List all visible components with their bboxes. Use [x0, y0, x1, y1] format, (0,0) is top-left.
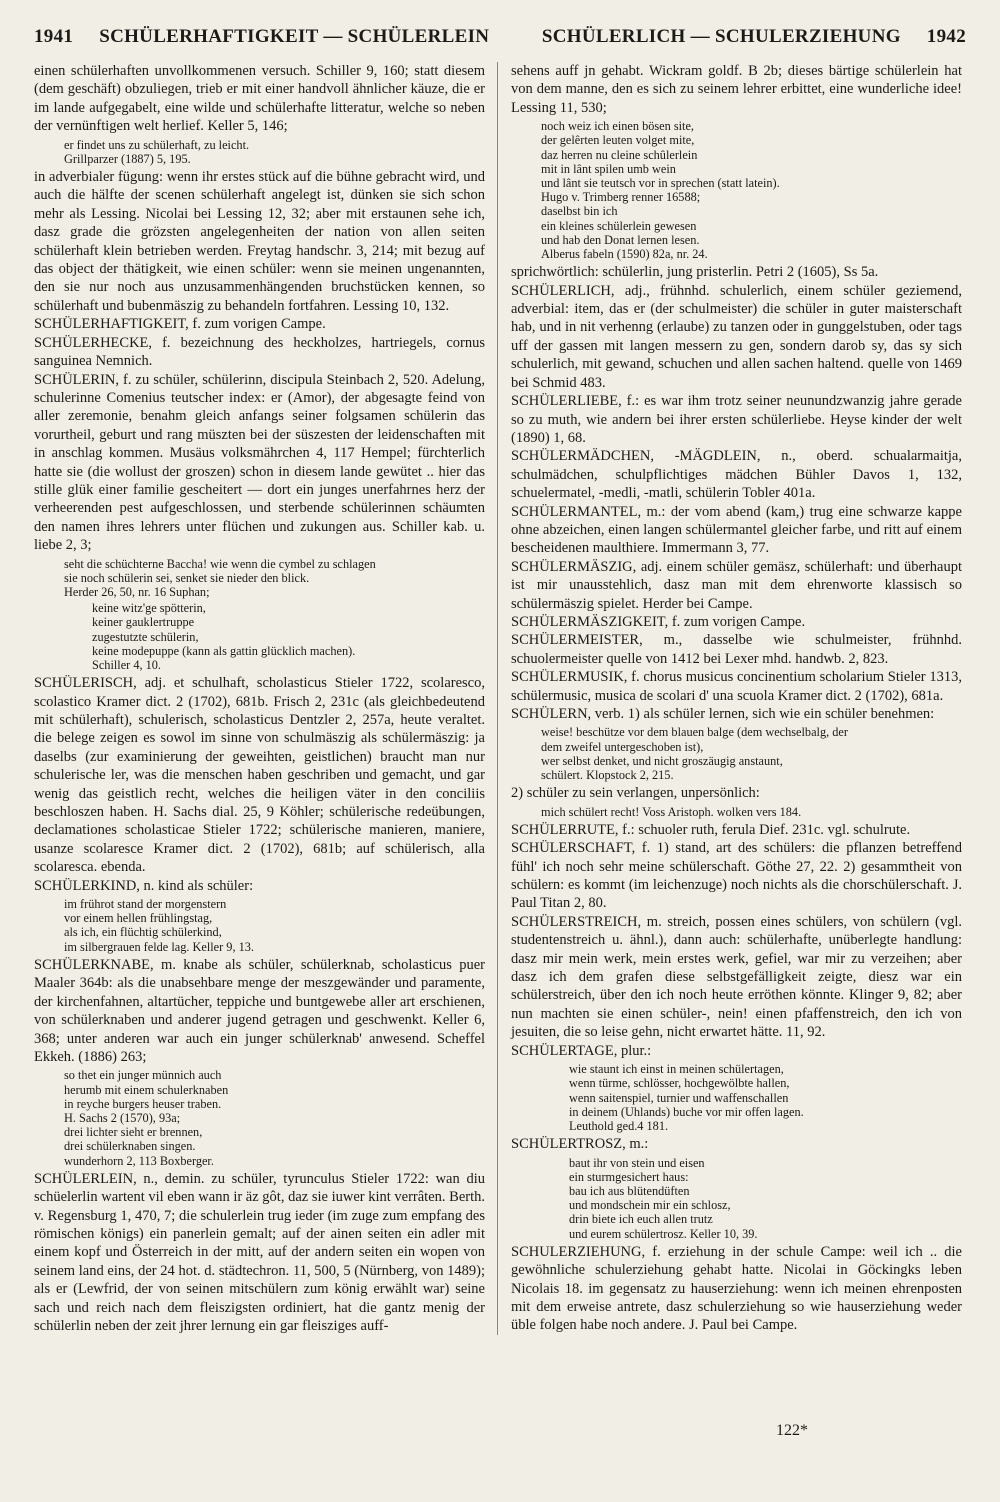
- entry-paragraph: SCHÜLERMÄSZIG, adj. einem schüler gemäsz, schülerhaft: und überhaupt ist mir unausstehlich, dasz man mit dem ehrenworte klassisch so schülermäszig spielet. Herder bei Campe.: [511, 558, 962, 612]
- quote-line: und eurem schülertrosz. Keller 10, 39.: [569, 1226, 758, 1241]
- entry-paragraph: in adverbialer fügung: wenn ihr erstes stück auf die bühne gebracht wird, und auch die hälfte der scenen schülerhaft angelegt ist, dünken sie sich schon mehr als Lessing. Nicolai bei Lessing 12, 32; aber mit erstaunen sehe ich, dasz grade die grözsten angelegenheiten der nation von allen seiten schülerhaft klein betrieben werden. Freytag handschr. 3, 214; mit bezug auf das object der thätigkeit, wie einen schüler: wenn sie meinen ungenannten, den sie nur noch aus unzusammenhängenden bruchstücken kennen, so schülerhaft und bubenmäszig zu behandeln fortfahren. Lessing 10, 132.: [34, 169, 485, 314]
- quote-line: mit in lânt spilen umb wein: [541, 161, 676, 176]
- verse-quotation: [64, 1068, 485, 1167]
- quote-line: wunderhorn 2, 113 Boxberger.: [64, 1153, 214, 1168]
- quote-line: keiner gauklertruppe: [92, 615, 195, 630]
- entry-paragraph: SCHÜLERLICH, adj., frühnhd. schulerlich, einem schüler geziemend, adverbial: item, das er (der schulmeister) die schüler in guter maisterschaft hab, und in nit verhenng (erlaube) zu tanzen oder in gunggelstuben, oder tags uff der gassen mit langen messern zu gen, sondern darob sy, das sy sich schulerlich, mit gewand, schuchen und allen sachen haltend. quelle von 1469 bei Schmid 483.: [511, 282, 962, 391]
- entry-paragraph: SCHÜLERTAGE, plur.:: [511, 1042, 652, 1059]
- quote-line: bau ich aus blütendüften: [569, 1183, 690, 1198]
- quote-line: vor einem hellen frühlingstag,: [64, 911, 213, 926]
- quote-line: H. Sachs 2 (1570), 93a;: [64, 1110, 181, 1125]
- entry-paragraph: einen schülerhaften unvollkommenen versuch. Schiller 9, 160; statt diesem (dem geschäft) obzuliegen, trieb er mit einer handvoll ähnlicher käuze, die er im lande aufgegabelt, eine wilde und schülerhafte litteratur, welche so neben der vernünftigen welt herlief. Keller 5, 146;: [34, 63, 485, 135]
- quote-line: der gelêrten leuten volget mite,: [541, 133, 695, 148]
- quote-line: dem zweifel untergeschoben ist),: [541, 739, 704, 754]
- verse-quotation: [64, 897, 485, 954]
- quote-line: wer selbst denket, und nicht groszäugig anstaunt,: [541, 753, 783, 768]
- entry-paragraph: SCHÜLERSCHAFT, f. 1) stand, art des schülers: die pflanzen betreffend fühl' ich noch sehr meine schülerschaft. Göthe 27, 22. 2) gesammtheit von schülern: es kommt (im leichenzuge) noch nichts als die chorschülerschaft. J. Paul Titan 2, 80.: [511, 840, 962, 912]
- columns: [34, 62, 966, 1335]
- quote-line: ein sturmgesichert haus:: [569, 1169, 689, 1184]
- quote-line: und lânt sie teutsch vor in sprechen (statt latein).: [541, 176, 780, 191]
- quote-line: keine modepuppe (kann als gattin glücklich machen).: [92, 643, 356, 658]
- page-number-right: 1942: [926, 26, 966, 47]
- quote-line: wenn türme, schlösser, hochgewölbte hallen,: [569, 1076, 790, 1091]
- quote-line: weise! beschütze vor dem blauen balge (dem wechselbalg, der: [541, 725, 848, 740]
- entry-paragraph: SCHÜLERHECKE, f. bezeichnung des heckholzes, hartriegels, cornus sanguinea Nemnich.: [34, 334, 485, 370]
- quote-line: als ich, ein flüchtig schülerkind,: [64, 925, 222, 940]
- verse-quotation: [64, 557, 485, 600]
- verse-quotation: [569, 1062, 962, 1133]
- entry-paragraph: SCHÜLERISCH, adj. et schulhaft, scholasticus Stieler 1722, scolaresco, scolastico Kramer dict. 2 (1702), 681b. Frisch 2, 231c (als gleichbedeutend mit schülerhaft), schulerisch, scholasticus Dentzler 2, 257a, heute veraltet. die belege zeigen es sowol im sinne von schulmäszig als schülermäszig: ja daselbs (zur examinierung der geweihten, geistlichen) braucht man nur schulerische ler, was die menschen haben geschriben und gemacht, und gar wenig das geistlich recht, welches die heiligen väter in den conciliis beschloszen haben. H. Sachs dial. 25, 9 Köhler; schülerische redeübungen, declamationes scholasticae Stieler 1722; schülerische manieren, maniere, usanze scolaresce Kramer dict. 2 (1702), 681b; auf schülerisch, alla scolaresca. ebenda.: [34, 675, 485, 876]
- quote-line: wenn saitenspiel, turnier und waffenschallen: [569, 1090, 789, 1105]
- entry-paragraph: SCHÜLERKNABE, m. knabe als schüler, schülerknab, scholasticus puer Maaler 364b: als die unabsehbare menge der meszgewänder und paramente, der kirchenfahnen, altartücher, teppiche und buntgewebe aller art erschienen, von schülerknaben und anderer jugend getragen und geschwenkt. Keller 6, 368; unter anderen war auch ein junger schülerknab' anwesend. Scheffel Ekkeh. (1886) 263;: [34, 956, 485, 1065]
- verse-quotation: [64, 138, 485, 166]
- quote-line: baut ihr von stein und eisen: [569, 1155, 705, 1170]
- verse-quotation: [541, 119, 962, 261]
- quote-line: seht die schüchterne Baccha! wie wenn die cymbel zu schlagen: [64, 556, 376, 571]
- quote-line: mich schülert recht! Voss Aristoph. wolken vers 184.: [541, 804, 802, 819]
- sheet-signature: 122*: [776, 1422, 808, 1439]
- quote-line: drin biete ich euch allen trutz: [569, 1212, 713, 1227]
- quote-line: noch weiz ich einen bösen site,: [541, 119, 694, 134]
- entry-paragraph: SCHÜLERHAFTIGKEIT, f. zum vorigen Campe.: [34, 316, 326, 333]
- quote-line: er findet uns zu schülerhaft, zu leicht.: [64, 137, 250, 152]
- quote-line: im silbergrauen felde lag. Keller 9, 13.: [64, 939, 254, 954]
- quote-line: wie staunt ich einst in meinen schülertagen,: [569, 1062, 784, 1077]
- entry-paragraph: SCHÜLERMEISTER, m., dasselbe wie schulmeister, frühnhd. schuolermeister quelle von 1412 bei Lexer mhd. handwb. 2, 823.: [511, 632, 962, 667]
- verse-quotation: [541, 725, 962, 782]
- quote-line: drei lichter sieht er brennen,: [64, 1125, 203, 1140]
- quote-line: schülert. Klopstock 2, 215.: [541, 768, 674, 783]
- entry-paragraph: sprichwörtlich: schülerlin, jung pristerlin. Petri 2 (1605), Ss 5a.: [511, 264, 879, 281]
- entry-paragraph: SCHÜLERLIEBE, f.: es war ihm trotz seiner neunundzwanzig jahre gerade so zu muth, wie andern bei ihrer ersten schülerliebe. Heyse kinder der welt (1890) 1, 68.: [511, 393, 962, 446]
- quote-line: Schiller 4, 10.: [92, 657, 161, 672]
- header-title-left: SCHÜLERHAFTIGKEIT — SCHÜLERLEIN: [99, 26, 490, 47]
- quote-line: so thet ein junger münnich auch: [64, 1068, 222, 1083]
- entry-paragraph: SCHÜLERMUSIK, f. chorus musicus concinentium scholarium Stieler 1313, schülermusic, musica de scolari d' una scuola Kramer dict. 2 (1702), 681a.: [511, 669, 962, 704]
- running-header: [34, 26, 966, 56]
- quote-line: herumb mit einem schulerknaben: [64, 1082, 229, 1097]
- entry-paragraph: SCHÜLERMANTEL, m.: der vom abend (kam,) trug eine schwarze kappe ohne abzeichen, einen langen schülermantel gleicher farbe, und ritt auf einem bescheidenen maulthiere. Immermann 3, 77.: [511, 503, 962, 557]
- left-column: [34, 62, 498, 1335]
- verse-quotation: [569, 1156, 962, 1241]
- entry-paragraph: SCHÜLERMÄSZIGKEIT, f. zum vorigen Campe.: [511, 613, 806, 630]
- verse-quotation: [92, 601, 485, 672]
- header-title-right: SCHÜLERLICH — SCHULERZIEHUNG: [541, 26, 901, 47]
- quote-line: zugestutzte schülerin,: [92, 629, 199, 644]
- page-number-left: 1941: [34, 26, 74, 47]
- quote-line: und mondschein mir ein schlosz,: [569, 1198, 731, 1213]
- quote-line: in reyche burgers heuser traben.: [64, 1096, 222, 1111]
- entry-paragraph: SCHÜLERLEIN, n., demin. zu schüler, tyrunculus Stieler 1722: wan diu schüelerlin wartent vil eben wann ir äz gôt, daz sie iuwer kint verrâten. Berth. v. Regensburg 1, 470, 7; die schulerlein trug ieder (im zuge zum empfang des römischen königs) ein panerlein gemalt; auf der ainen seiten ein adler mit einem kopf und Österreich in der mitt, auf der andern seiten ein wopen von seinem land eins, der 24 hot. d. städtechron. 11, 500, 5 (Nürnberg, von 1489); als er (Lewfrid, der von seinen mitschülern zum könig erwählt war) seine sach und reich nach dem fleiszigsten ordiniert, hat die gantz menig der schülerlin neben der zeit jhrer lernung ein gar fleisziges auff-: [34, 1170, 485, 1334]
- quote-line: Herder 26, 50, nr. 16 Suphan;: [64, 584, 210, 599]
- verse-quotation: [541, 805, 962, 819]
- entry-paragraph: sehens auff jn gehabt. Wickram goldf. B 2b; dieses bärtige schülerlein hat von dem manne, den es sich zu seinem lehrer erbittet, eine wunderliche idee! Lessing 11, 530;: [511, 63, 962, 116]
- quote-line: keine witz'ge spötterin,: [92, 601, 206, 616]
- entry-paragraph: SCHÜLERN, verb. 1) als schüler lernen, sich wie ein schüler benehmen:: [511, 706, 935, 722]
- entry-paragraph: SCHÜLERRUTE, f.: schuoler ruth, ferula Dief. 231c. vgl. schulrute.: [511, 821, 911, 838]
- quote-line: Grillparzer (1887) 5, 195.: [64, 151, 191, 166]
- quote-line: Leuthold ged.4 181.: [569, 1118, 669, 1133]
- entry-paragraph: SCHÜLERMÄDCHEN, -MÄGDLEIN, n., oberd. schualarmaitja, schulmädchen, schulpflichtiges mädchen Bühler Davos 1, 132, schuelermatel, -medli, -matli, schülerin Tobler 401a.: [511, 448, 962, 502]
- quote-line: im frührot stand der morgenstern: [64, 897, 227, 912]
- quote-line: Alberus fabeln (1590) 82a, nr. 24.: [541, 247, 708, 262]
- quote-line: daselbst bin ich: [541, 204, 618, 219]
- quote-line: daz herren nu cleine schûlerlein: [541, 147, 698, 162]
- quote-line: ein kleines schülerlein gewesen: [541, 218, 697, 233]
- right-column: [498, 62, 962, 1335]
- entry-paragraph: 2) schüler zu sein verlangen, unpersönlich:: [511, 785, 760, 802]
- entry-paragraph: SCHULERZIEHUNG, f. erziehung in der schule Campe: weil ich .. die gewöhnliche schulerziehung gehabt hatte. Nicolai in Göckingks leben Nicolais 18. im gegensatz zu hauserziehung: wenn ich meinen ehrenposten mit dem erweise antrete, dasz schulerziehung so wie hauserziehung weder üble folgen habe noch andere. J. Paul bei Campe.: [511, 1243, 962, 1334]
- quote-line: in deinem (Uhlands) buche vor mir offen lagen.: [569, 1104, 804, 1119]
- quote-line: Hugo v. Trimberg renner 16588;: [541, 190, 701, 205]
- quote-line: drei schülerknaben singen.: [64, 1139, 196, 1154]
- entry-paragraph: SCHÜLERIN, f. zu schüler, schülerinn, discipula Steinbach 2, 520. Adelung, schulerinne Comenius teutscher index: er (Amor), der abgesagte feind von aller zeremonie, benahm gleich anfangs seiner folgsamen schülerin das vorurtheil, geburt und rang müszten bei der süszesten der leidenschaften mit in anschlag kommen. Musäus volksmährchen 4, 117 Hempel; fürchterlich hatte sie (die wollust der groszen) schon in diesem lande gewütet .. hier das stille glük einer familie gescheitert — dort ein junges unerfahrnes herz der verheerenden pest aufgeschlossen, und sterbende schülerinnen schäumten den namen ihres lehrers unter flüchen und zukungen aus. Schiller kab. u. liebe 2, 3;: [34, 371, 485, 554]
- quote-line: und hab den Donat lernen lesen.: [541, 232, 700, 247]
- quote-line: sie noch schülerin sei, senket sie nieder den blick.: [64, 570, 310, 585]
- entry-paragraph: SCHÜLERKIND, n. kind als schüler:: [34, 877, 254, 894]
- entry-paragraph: SCHÜLERTROSZ, m.:: [511, 1136, 649, 1153]
- entry-paragraph: SCHÜLERSTREICH, m. streich, possen eines schülers, von schülern (vgl. studentenstreich u. ähnl.), dann auch: schülerhafte, unüberlegte handlung: dasz mir mein werk, mein erstes werk, gefiel, war mir zu verzeihen; aber dasz ich dem grafen diese selbstgefälligkeit zeigte, diesz war ein schülerstreich, über den ich noch heute erröthen könnte. Klinger 9, 82; aber nun machten sie einen schüler-, nein! einen pfaffenstreich, den ich von jesuiten, die so leise gehn, nicht erwartet hätte. 11, 92.: [511, 913, 962, 1041]
